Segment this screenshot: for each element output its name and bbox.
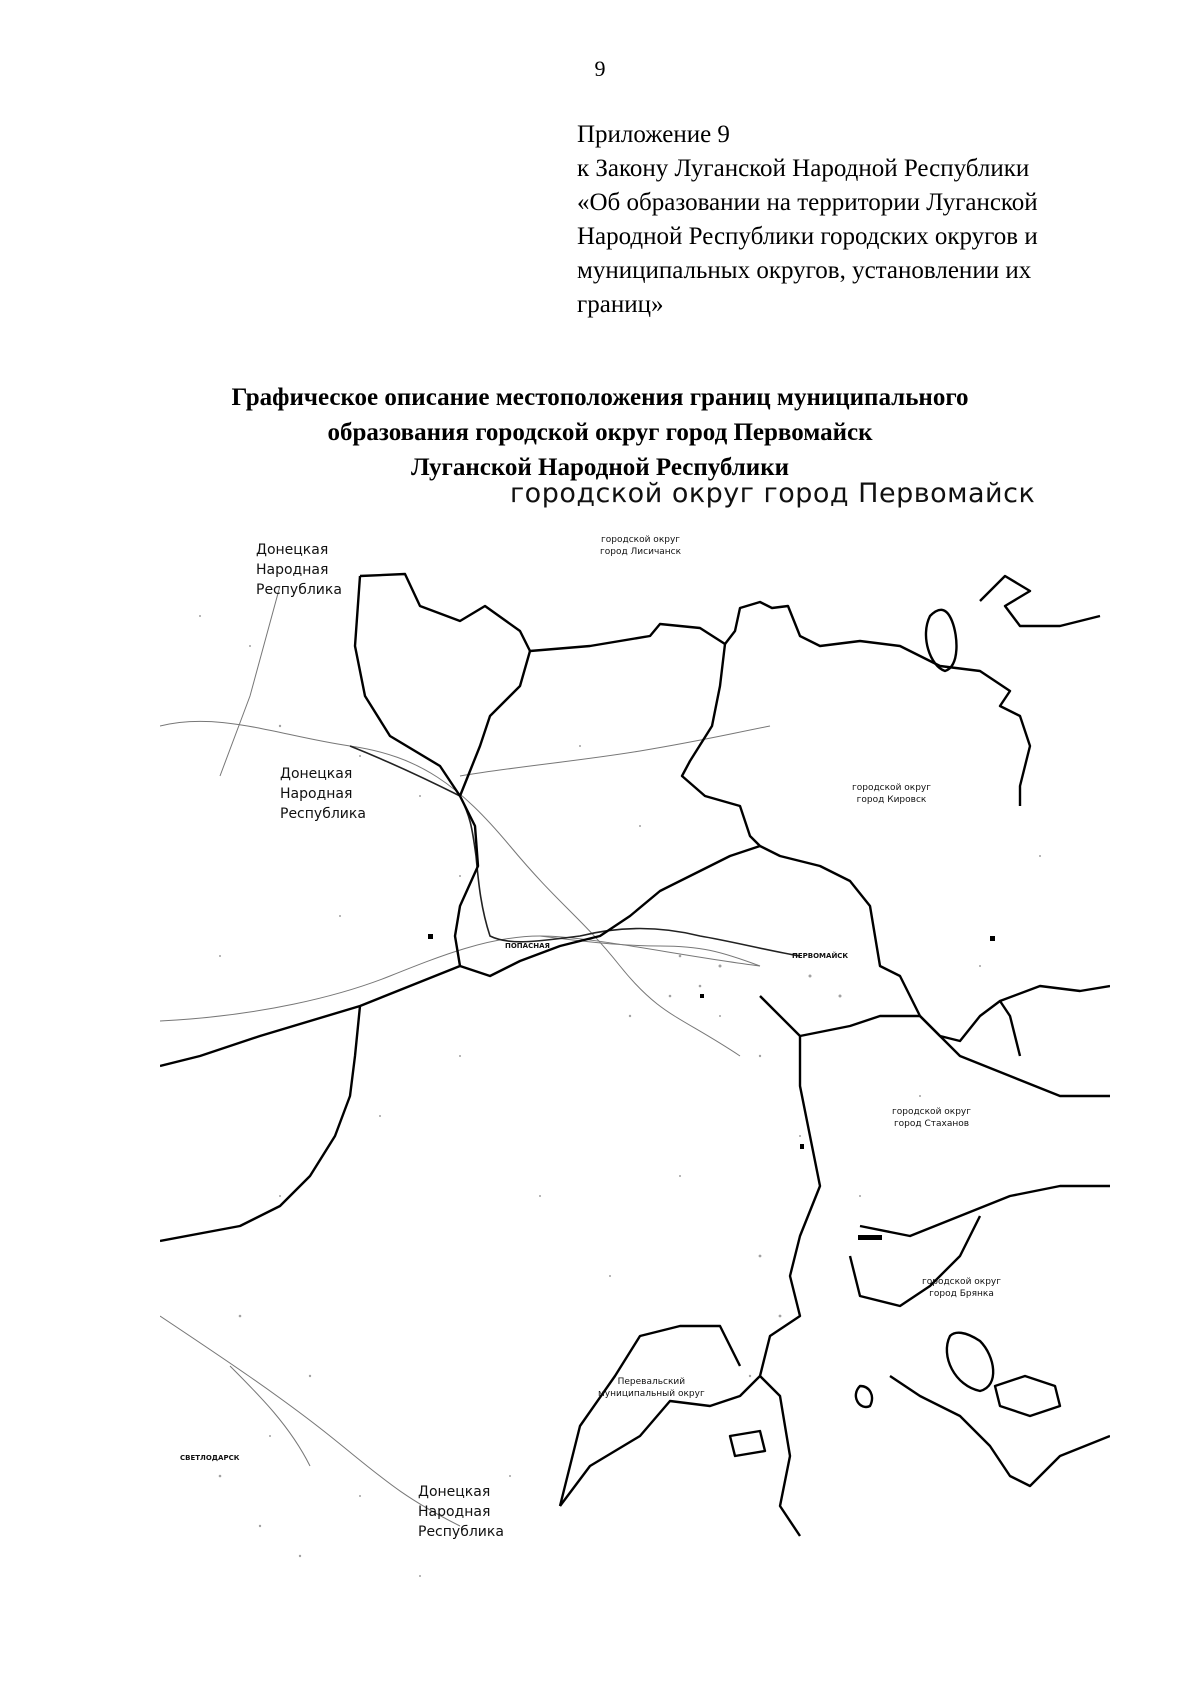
district-label-perevalsk [598,1376,705,1400]
settlement-label-svetlodarsk: СВЕТЛОДАРСК [180,1454,240,1462]
district-label-line: город Стаханов [893,1119,970,1129]
map-settlement-dots [428,934,995,1240]
region-label-line: Республика [280,806,366,822]
district-label-kirovsk [852,782,931,806]
district-label-lisichansk [600,534,681,558]
title-line: образования городской округ город Первомайск [327,419,873,446]
region-label-dnr-top [256,540,342,600]
district-label-bryanka [922,1276,1001,1300]
region-label-line: Донецкая [280,766,353,782]
district-label-line: город Брянка [929,1289,994,1299]
district-label-stakhanov [892,1106,971,1130]
appendix-line: муниципальных округов, установлении их [577,257,1032,284]
region-label-line: Донецкая [256,542,329,558]
appendix-reference [577,118,1137,322]
region-label-line: Республика [418,1524,504,1540]
map-railway [350,746,800,956]
region-label-dnr-middle [280,764,366,824]
boundary-map [160,478,1110,1606]
region-label-line: Народная [280,786,353,802]
appendix-line: Приложение 9 [577,121,730,148]
district-label-line: городской округ [601,535,681,545]
page-number: 9 [594,56,606,81]
document-title [0,380,1200,485]
region-label-dnr-bottom [418,1482,504,1542]
map-drawing [160,496,1110,1606]
district-label-line: муниципальный округ [598,1389,705,1399]
region-label-line: Народная [418,1504,491,1520]
appendix-line: Народной Республики городских округов и [577,223,1038,250]
title-line: Луганской Народной Республики [410,454,790,481]
district-label-line: город Кировск [856,795,927,805]
appendix-line: границ» [577,291,664,318]
appendix-line: к Закону Луганской Народной Республики [577,155,1030,182]
region-label-line: Республика [256,582,342,598]
district-label-line: городской округ [852,783,931,793]
title-line: Графическое описание местоположения границ муниципального [231,384,969,411]
district-label-line: город Лисичанск [600,547,682,557]
appendix-line: «Об образовании на территории Луганской [577,189,1038,216]
district-label-line: Перевальский [617,1377,686,1387]
region-label-line: Народная [256,562,329,578]
settlement-label-pervomaysk: ПЕРВОМАЙСК [792,952,849,960]
district-label-line: городской округ [922,1277,1001,1287]
settlement-label-popasnaya: ПОПАСНАЯ [505,942,550,950]
district-label-line: городской округ [892,1107,971,1117]
map-heading: городской округ город Первомайск [510,478,1036,509]
region-label-line: Донецкая [418,1484,491,1500]
